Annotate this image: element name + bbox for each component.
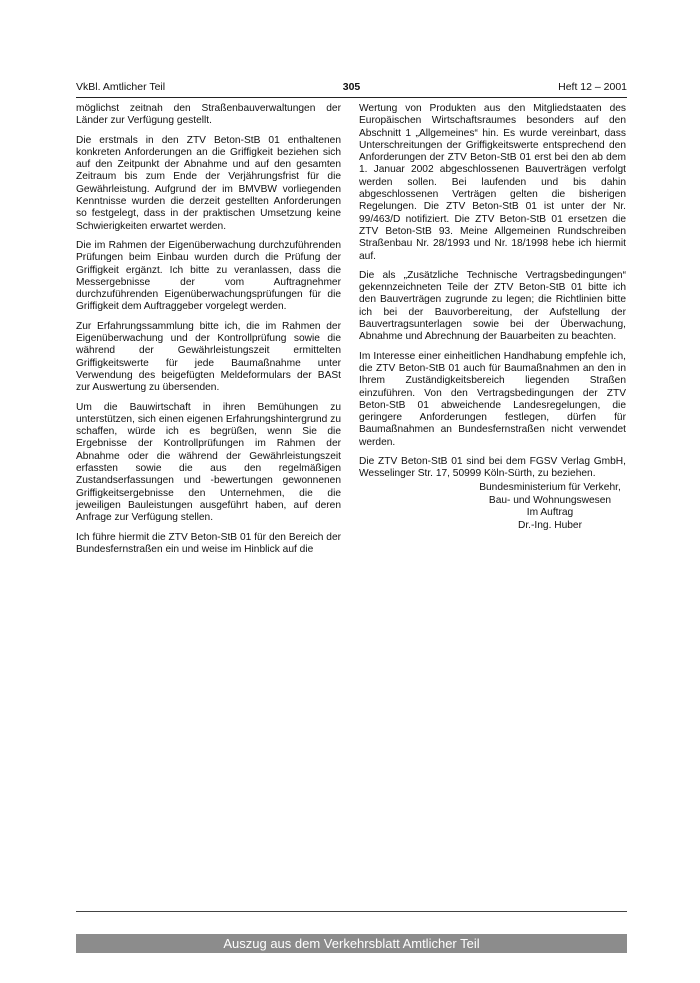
page-number: 305: [342, 81, 361, 93]
issue-label: Heft 12 – 2001: [558, 81, 627, 93]
left-column: [76, 103, 341, 563]
footer-banner: Auszug aus dem Verkehrsblatt Amtlicher Teil: [76, 934, 627, 953]
signature-block: [470, 482, 630, 532]
paragraph: Wertung von Produkten aus den Mitgliedstaaten des Europäischen Wirtschaftsraumes besonders auf den Abschnitt 1 „Allgemeines“ hin. Es wurde vereinbart, dass Unterschreitungen der Griffigkeitswerte entsprechend den Anforderungen der ZTV Beton-StB 01 erst bei den ab dem 1. Januar 2002 abgeschlossenen Bauverträgen verfolgt werden sollen. Bei laufenden und bis dahin abgeschlossenen Verträgen gelten die bisherigen Regelungen. Die ZTV Beton-StB 01 ist unter der Nr. 99/463/D notifiziert. Die ZTV Beton-StB 01 ersetzen die ZTV Beton-StB 93. Meine Allgemeinen Rundschreiben Straßenbau Nr. 28/1993 und Nr. 18/1998 hebe ich hiermit auf.: [359, 103, 626, 262]
header-divider: [76, 97, 627, 98]
paragraph: Die als „Zusätzliche Technische Vertragsbedingungen“ gekennzeichneten Teile der ZTV Beton-StB 01 bitte ich den Bauverträgen zugrunde zu legen; die Richtlinien bitte ich bei der Bauvorbereitung, der Aufstellung der Bauvertragsunterlagen sowie bei der Überwachung, Abnahme und Abrechnung der Bauarbeiten zu beachten.: [359, 269, 626, 343]
right-column: [359, 103, 626, 488]
paragraph: Die erstmals in den ZTV Beton-StB 01 enthaltenen konkreten Anforderungen an die Griffigkeit beziehen sich auf den Zeitpunkt der Abnahme und auf den gesamten Zeitraum bis zum Ende der Verjährungsfrist für die Gewährleistung. Aufgrund der im BMVBW vorliegenden Kenntnisse wurden die derzeit gestellten Anforderungen so festgelegt, dass in der praktischen Umsetzung keine Schwierigkeiten erwartet werden.: [76, 134, 341, 232]
paragraph: Zur Erfahrungssammlung bitte ich, die im Rahmen der Eigenüberwachung und der Kontrollprüfung sowie die während der Gewährleistungszeit ermittelten Griffigkeitswerte für jede Baumaßnahme unter Verwendung des beigefügten Meldeformulars der BASt zur Auswertung zu übersenden.: [76, 320, 341, 394]
footer-divider: [76, 911, 627, 912]
signature-name: Dr.-Ing. Huber: [518, 519, 582, 531]
paragraph: Die ZTV Beton-StB 01 sind bei dem FGSV Verlag GmbH, Wesselinger Str. 17, 50999 Köln-Sürth, zu beziehen.: [359, 456, 626, 480]
signature-capacity: Im Auftrag: [526, 507, 574, 519]
signature-ministry: Bundesministerium für Verkehr,: [479, 482, 621, 493]
paragraph: möglichst zeitnah den Straßenbauverwaltungen der Länder zur Verfügung gestellt.: [76, 103, 341, 127]
paragraph: Um die Bauwirtschaft in ihren Bemühungen zu unterstützen, sich einen eigenen Erfahrungshintergrund zu schaffen, würde ich es begrüßen, wenn Sie die Ergebnisse der Kontrollprüfungen im Rahmen der Abnahme oder die während der Gewährleistungszeit erfassten sowie die aus den regelmäßigen Zustandserfassungen und -bewertungen gewonnenen Griffigkeitsergebnisse den Unternehmen, die die jeweiligen Bauleistungen ausgeführt haben, auf deren Anfrage zur Verfügung stellen.: [76, 401, 341, 524]
paragraph: Im Interesse einer einheitlichen Handhabung empfehle ich, die ZTV Beton-StB 01 auch für Baumaßnahmen an den in Ihrem Zuständigkeitsbereich liegenden Straßen einzuführen. Von den Vertragsbedingungen der ZTV Beton-StB 01 abweichende Landesregelungen, die geringere Anforderungen festlegen, dürfen für Baumaßnahmen an Bundesfernstraßen nicht verwendet werden.: [359, 350, 626, 448]
journal-title: VkBl. Amtlicher Teil: [76, 81, 166, 93]
paragraph: Ich führe hiermit die ZTV Beton-StB 01 für den Bereich der Bundesfernstraßen ein und weise im Hinblick auf die: [76, 531, 341, 555]
page-header: [76, 80, 627, 98]
signature-ministry-cont: Bau- und Wohnungswesen: [488, 494, 612, 506]
paragraph: Die im Rahmen der Eigenüberwachung durchzuführenden Prüfungen beim Einbau wurden durch die Prüfung der Griffigkeit ergänzt. Ich bitte zu veranlassen, dass die Messergebnisse der vom Auftragnehmer durchzuführenden Eigenüberwachungsprüfungen für die Griffigkeit dem Auftraggeber vorgelegt werden.: [76, 239, 341, 313]
